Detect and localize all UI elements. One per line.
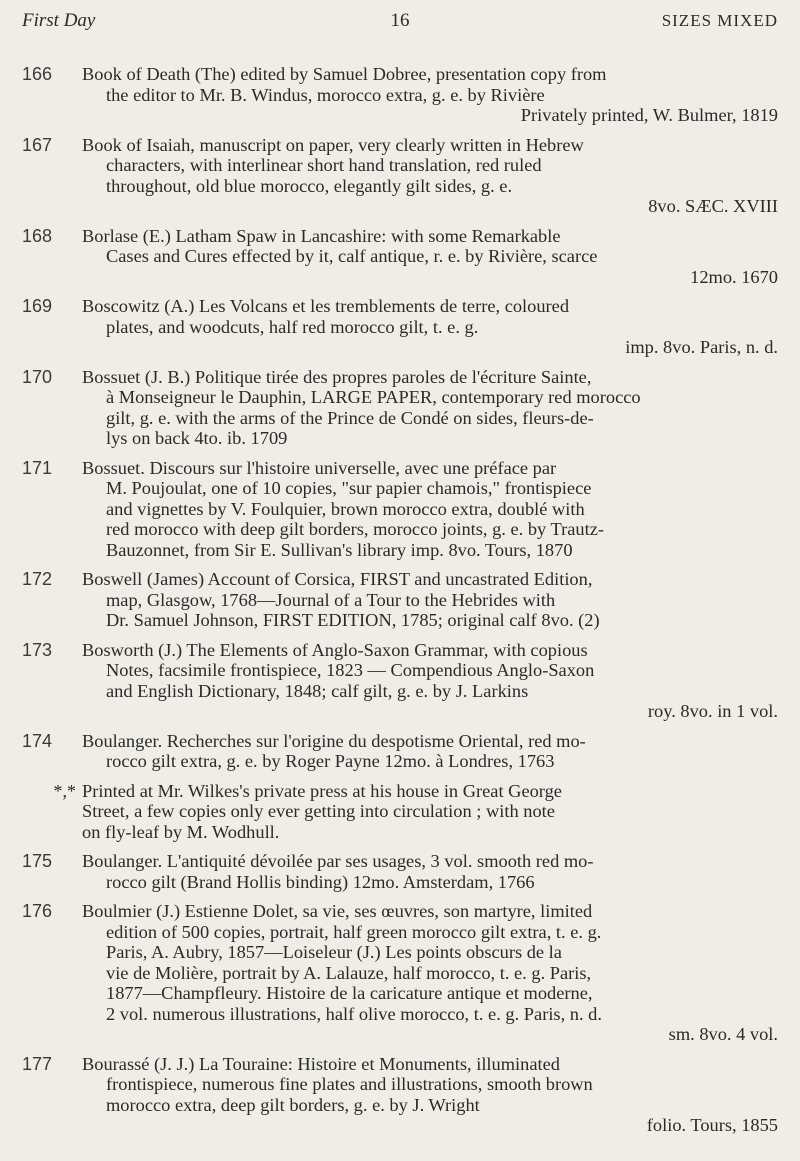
description-line: M. Poujoulat, one of 10 copies, "sur papier chamois," frontispiece — [106, 478, 592, 498]
description-line: the editor to Mr. B. Windus, morocco extra, g. e. by Rivière — [106, 84, 545, 105]
lot-number: 170 — [22, 366, 53, 387]
lot-entry — [22, 731, 778, 772]
lot-description — [82, 458, 778, 561]
description-line: Book of Isaiah, manuscript on paper, very clearly written in Hebrew — [82, 134, 584, 155]
lot-description — [82, 901, 778, 1045]
lot-entry — [22, 569, 778, 631]
header-section: SIZES MIXED — [661, 11, 778, 30]
description-line: folio. Tours, 1855 — [646, 1115, 778, 1135]
lot-entry — [22, 367, 778, 449]
lot-entry — [22, 296, 778, 358]
lot-description — [82, 569, 778, 631]
description-line: 2 vol. numerous illustrations, half olive morocco, t. e. g. Paris, n. d. — [106, 1003, 602, 1024]
lot-description — [82, 781, 778, 843]
lot-list — [22, 64, 778, 1136]
description-line: rocco gilt (Brand Hollis binding) 12mo. Amsterdam, 1766 — [106, 871, 535, 892]
lot-entry — [22, 135, 778, 217]
description-line: Boscowitz (A.) Les Volcans et les tremblements de terre, coloured — [82, 296, 570, 316]
description-line: imp. 8vo. Paris, n. d. — [625, 337, 778, 357]
description-line: Street, a few copies only ever getting into circulation ; with note — [82, 801, 555, 821]
lot-entry — [22, 226, 778, 288]
lot-number: 166 — [22, 64, 53, 84]
description-line: Boulanger. L'antiquité dévoilée par ses usages, 3 vol. smooth red mo- — [82, 851, 594, 871]
lot-description — [82, 296, 778, 358]
description-line: Paris, A. Aubry, 1857—Loiseleur (J.) Les points obscurs de la — [106, 942, 562, 962]
lot-description — [82, 640, 778, 722]
description-line: Bourassé (J. J.) La Touraine: Histoire et Monuments, illuminated — [82, 1053, 560, 1074]
lot-number: 171 — [22, 457, 53, 478]
description-line: 8vo. SÆC. XVIII — [648, 196, 778, 216]
header-day: First Day — [22, 10, 96, 31]
description-line: Boulanger. Recherches sur l'origine du despotisme Oriental, red mo- — [82, 730, 586, 751]
description-line: throughout, old blue morocco, elegantly gilt sides, g. e. — [106, 175, 513, 196]
description-line: 1877—Champfleury. Histoire de la caricature antique et moderne, — [106, 983, 593, 1003]
lot-number: 169 — [22, 296, 53, 316]
description-line: Privately printed, W. Bulmer, 1819 — [520, 105, 778, 125]
description-line: Bossuet. Discours sur l'histoire universelle, avec une préface par — [82, 457, 557, 478]
running-header — [22, 10, 778, 50]
description-line: frontispiece, numerous fine plates and illustrations, smooth brown — [106, 1074, 593, 1094]
lot-description — [82, 226, 778, 288]
description-line: gilt, g. e. with the arms of the Prince de Condé on sides, fleurs-de- — [106, 407, 594, 428]
description-line: morocco extra, deep gilt borders, g. e. by J. Wright — [106, 1094, 480, 1115]
description-line: red morocco with deep gilt borders, morocco joints, g. e. by Trautz- — [106, 519, 604, 539]
lot-note — [22, 781, 778, 843]
page-number: 16 — [390, 10, 410, 31]
description-line: Book of Death (The) edited by Samuel Dobree, presentation copy from — [82, 64, 607, 84]
description-line: characters, with interlinear short hand translation, red ruled — [106, 155, 542, 175]
lot-number: 168 — [22, 225, 53, 246]
description-line: 12mo. 1670 — [690, 266, 778, 287]
lot-description — [82, 64, 778, 126]
lot-number: 167 — [22, 134, 53, 155]
lot-number: 177 — [22, 1053, 53, 1074]
lot-description — [82, 731, 778, 772]
description-line: roy. 8vo. in 1 vol. — [647, 701, 778, 721]
description-line: Boswell (James) Account of Corsica, FIRST and uncastrated Edition, — [82, 569, 593, 589]
lot-description — [82, 367, 778, 449]
description-line: sm. 8vo. 4 vol. — [668, 1024, 778, 1044]
description-line: Bossuet (J. B.) Politique tirée des propres paroles de l'écriture Sainte, — [82, 366, 592, 387]
description-line: Borlase (E.) Latham Spaw in Lancashire: with some Remarkable — [82, 225, 561, 246]
description-line: Bauzonnet, from Sir E. Sullivan's library imp. 8vo. Tours, 1870 — [106, 539, 573, 560]
lot-entry — [22, 640, 778, 722]
description-line: on fly-leaf by M. Wodhull. — [82, 821, 280, 842]
description-line: lys on back 4to. ib. 1709 — [106, 428, 288, 448]
lot-number: 175 — [22, 851, 53, 871]
description-line: and English Dictionary, 1848; calf gilt, g. e. by J. Larkins — [106, 680, 529, 701]
description-line: map, Glasgow, 1768—Journal of a Tour to the Hebrides with — [106, 589, 556, 610]
note-marker: *,* — [53, 780, 76, 801]
description-line: plates, and woodcuts, half red morocco gilt, t. e. g. — [106, 316, 479, 337]
description-line: Boulmier (J.) Estienne Dolet, sa vie, ses œuvres, son martyre, limited — [82, 901, 593, 921]
description-line: Bosworth (J.) The Elements of Anglo-Saxon Grammar, with copious — [82, 639, 588, 660]
lot-entry — [22, 851, 778, 892]
lot-number: 173 — [22, 639, 53, 660]
lot-description — [82, 1054, 778, 1136]
description-line: edition of 500 copies, portrait, half green morocco gilt extra, t. e. g. — [106, 921, 602, 942]
lot-number: 174 — [22, 730, 53, 751]
description-line: Dr. Samuel Johnson, FIRST EDITION, 1785; original calf 8vo. (2) — [106, 610, 600, 630]
lot-number: 176 — [22, 901, 53, 921]
lot-entry — [22, 64, 778, 126]
lot-description — [82, 851, 778, 892]
lot-number: 172 — [22, 569, 53, 589]
description-line: and vignettes by V. Foulquier, brown morocco extra, doublé with — [106, 498, 585, 519]
description-line: rocco gilt extra, g. e. by Roger Payne 12mo. à Londres, 1763 — [106, 751, 555, 771]
description-line: Notes, facsimile frontispiece, 1823 — Compendious Anglo-Saxon — [106, 660, 595, 680]
description-line: vie de Molière, portrait by A. Lalauze, half morocco, t. e. g. Paris, — [106, 962, 592, 983]
description-line: Cases and Cures effected by it, calf antique, r. e. by Rivière, scarce — [106, 246, 598, 266]
description-line: Printed at Mr. Wilkes's private press at his house in Great George — [82, 780, 562, 801]
lot-entry — [22, 458, 778, 561]
lot-description — [82, 135, 778, 217]
lot-entry — [22, 901, 778, 1045]
lot-entry — [22, 1054, 778, 1136]
description-line: à Monseigneur le Dauphin, LARGE PAPER, contemporary red morocco — [106, 387, 641, 407]
